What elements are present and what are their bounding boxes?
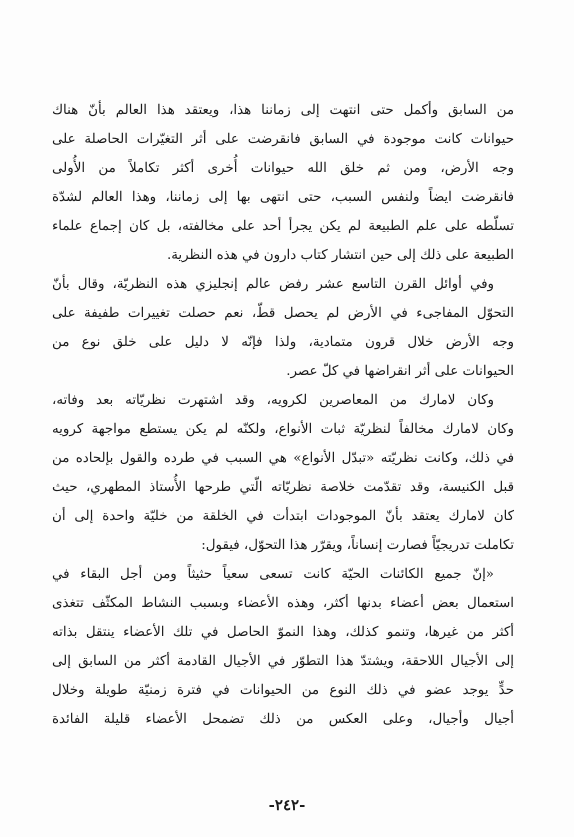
text-line: كان لامارك يعتقد بأنّ الموجودات ابتدأت في الخلقة من خليّة واحدة إلى أن xyxy=(52,509,514,524)
quote-line: أكثر من غيرها، وتنمو كذلك، وهذا النموّ الحاصل في تلك الأعضاء ينتقل بذاته xyxy=(52,625,514,640)
quote-line: حدٍّ يوجد عضو في ذلك النوع من الحيوانات في فترة زمنيّة طويلة وخلال xyxy=(52,683,514,698)
text-line: من السابق وأكمل حتى انتهت إلى زماننا هذا، ويعتقد هذا العالم بأنّ هناك xyxy=(52,103,514,118)
text-line: الطبيعة على ذلك إلى حين انتشار كتاب دارون في هذه النظرية. xyxy=(166,248,514,263)
text-line: وجه الأرض خلال قرون متمادية، ولذا فإنّه لا دليل على خلق نوع من xyxy=(52,335,514,350)
quote-line: «إنّ جميع الكائنات الحيّة كانت تسعى سعياً حثيثاً ومن أجل البقاء في xyxy=(52,567,494,582)
text-line: حيوانات كانت موجودة في السابق فانقرضت على أثر التغيّرات الحاصلة على xyxy=(52,132,514,147)
text-line: التحوّل المفاجىء في الأرض لم يحصل قطّ، نعم حصلت تغييرات طفيفة على xyxy=(52,306,514,321)
text-line: فانقرضت ايضاً ولنفس السبب، حتى انتهى بها إلى زماننا، وهذا العالم لشدّة xyxy=(52,190,514,205)
body-text xyxy=(52,96,514,734)
text-line: الحيوانات على أثر انقراضها في كلّ عصر. xyxy=(286,364,514,379)
quote-line: أجيال وأجيال، وعلى العكس من ذلك تضمحل الأعضاء قليلة الفائدة xyxy=(52,712,514,727)
text-line: تكاملت تدريجيّاً فصارت إنساناً، ويقرّر هذا التحوّل، فيقول: xyxy=(201,538,514,553)
text-line: وكان لامارك مخالفاً لنظريّة ثبات الأنواع، ولكنّه لم يكن يستطع مواجهة كرويه xyxy=(52,422,514,437)
quote-line: إلى الأجيال اللاحقة، ويشتدّ هذا التطوّر في الأجيال القادمة أكثر من السابق إلى xyxy=(52,654,514,669)
text-line: في ذلك، وكانت نظريّته «تبدّل الأنواع» هي السبب في طرده والقول بإلحاده من xyxy=(52,451,514,466)
quote-line: استعمال بعض أعضاء بدنها أكثر، وهذه الأعضاء وبسبب النشاط المكثّف تتغذى xyxy=(52,596,514,611)
text-line: تسلّطه على علم الطبيعة لم يكن يجرأ أحد على مخالفته، بل كان إجماع علماء xyxy=(52,219,514,234)
text-line: وفي أوائل القرن التاسع عشر رفض عالم إنجليزي هذه النظريّة، وقال بأنّ xyxy=(52,277,494,292)
text-line: وجه الأرض، ومن ثم خلق الله حيوانات أُخرى أكثر تكاملاً من الأُولى xyxy=(52,161,514,176)
text-line: وكان لامارك من المعاصرين لكرويه، وقد اشتهرت نظريّاته بعد وفاته، xyxy=(52,393,494,408)
text-line: قبل الكنيسة، وقد تقدّمت خلاصة نظريّاته الّتي طرحها الأُستاذ المطهري، حيث xyxy=(52,480,514,495)
page-number: -٢٤٢- xyxy=(268,796,306,814)
